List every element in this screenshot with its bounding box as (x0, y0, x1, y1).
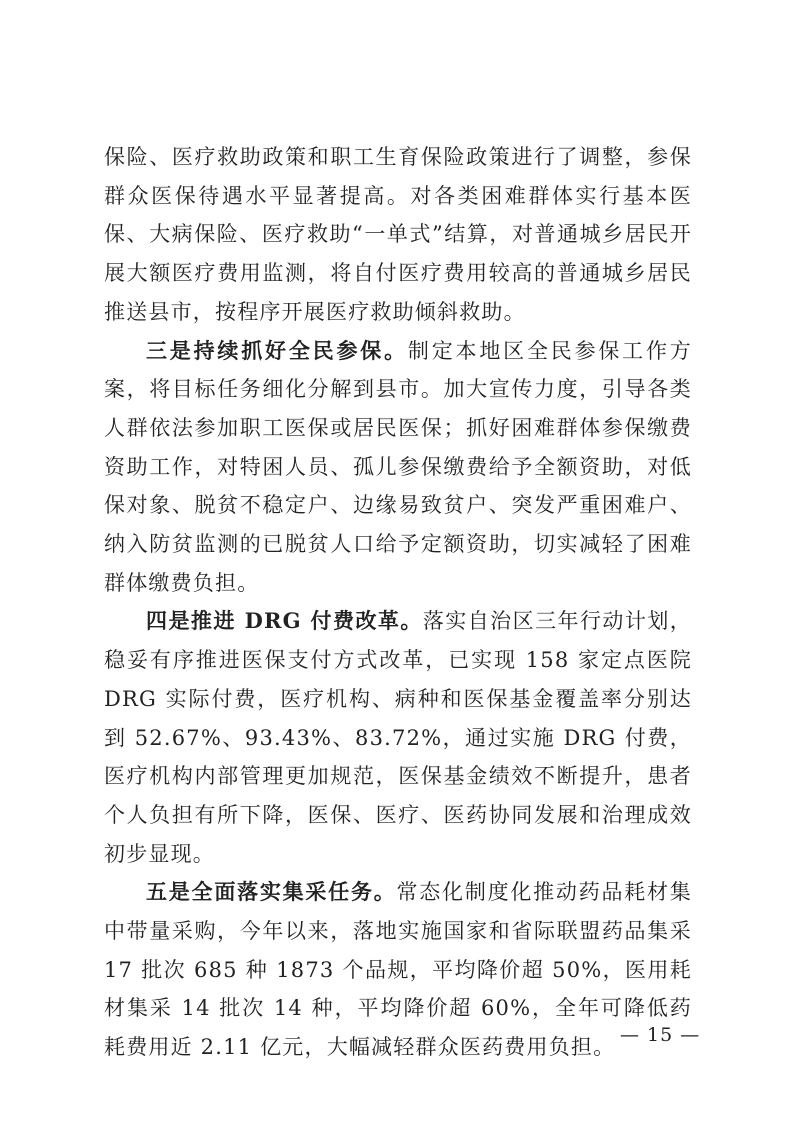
paragraph-continued (104, 138, 692, 332)
paragraph-heading: 五是全面落实集采任务。 (146, 879, 397, 905)
paragraph-text: 常态化制度化推动药品耗材集中带量采购，今年以来，落地实施国家和省际联盟药品集采 17 批次 685 种 1873 个品规，平均降价超 50%，医用耗材集采 14 批次 14 种，平均降价超 60%，全年可降低药耗费用近 2.11 亿元，大幅减轻群众医药费用负担。 (104, 880, 692, 1060)
paragraph-heading: 四是推进 DRG 付费改革。 (146, 608, 423, 634)
paragraph-heading: 三是持续抓好全民参保。 (146, 337, 408, 363)
paragraph-text: 保险、医疗救助政策和职工生育保险政策进行了调整，参保群众医保待遇水平显著提高。对各类困难群体实行基本医保、大病保险、医疗救助“一单式”结算，对普通城乡居民开展大额医疗费用监测，将自付医疗费用较高的普通城乡居民推送县市，按程序开展医疗救助倾斜救助。 (104, 145, 692, 324)
paragraph-text: 制定本地区全民参保工作方案，将目标任务细化分解到县市。加大宣传力度，引导各类人群依法参加职工医保或居民医保；抓好困难群体参保缴费资助工作，对特困人员、孤儿参保缴费给予全额资助，对低保对象、脱贫不稳定户、边缘易致贫户、突发严重困难户、纳入防贫监测的已脱贫人口给予定额资助，切实减轻了困难群体缴费负担。 (104, 338, 693, 595)
body-text (104, 138, 692, 1067)
paragraph-text: 落实自治区三年行动计划，稳妥有序推进医保支付方式改革，已实现 158 家定点医院 DRG 实际付费，医疗机构、病种和医保基金覆盖率分别达到 52.67%、93.43%、83.72%，通过实施 DRG 付费，医疗机构内部管理更加规范，医保基金绩效不断提升，患者个人负担有所下降，医保、医疗、医药协同发展和治理成效初步显现。 (104, 609, 692, 866)
paragraph-universal-insurance (104, 332, 692, 603)
page-number: — 15 — (620, 1024, 701, 1046)
paragraph-centralized-procurement (104, 873, 692, 1067)
paragraph-drg-reform (104, 602, 692, 873)
